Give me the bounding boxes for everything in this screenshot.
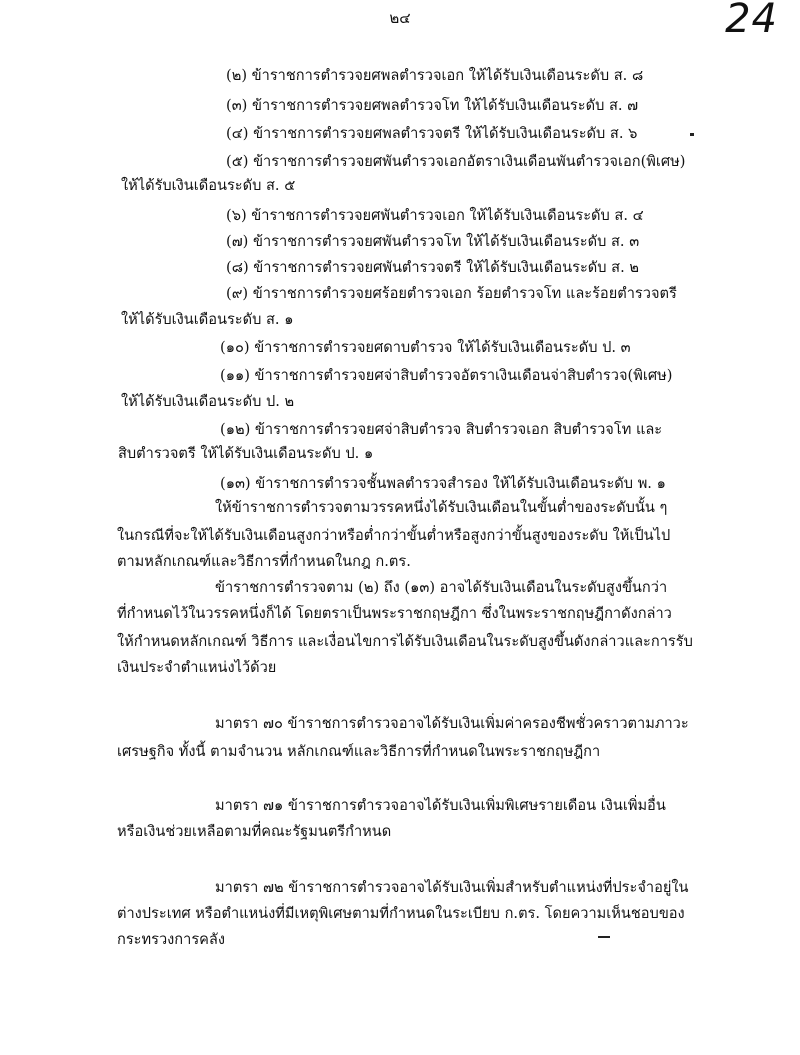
text-line: สิบตำรวจตรี ให้ได้รับเงินเดือนระดับ ป. ๑ — [118, 445, 374, 462]
text-line: (๗) ข้าราชการตำรวจยศพันตำรวจโท ให้ได้รับเงินเดือนระดับ ส. ๓ — [226, 233, 640, 250]
text-line: (๑๑) ข้าราชการตำรวจยศจ่าสิบตำรวจอัตราเงินเดือนจ่าสิบตำรวจ(พิเศษ) — [220, 367, 673, 384]
text-line: (๖) ข้าราชการตำรวจยศพันตำรวจเอก ให้ได้รับเงินเดือนระดับ ส. ๔ — [226, 207, 644, 224]
section-72-line: กระทรวงการคลัง — [117, 931, 225, 948]
text-line: เงินประจำตำแหน่งไว้ด้วย — [117, 659, 277, 676]
text-line: ในกรณีที่จะให้ได้รับเงินเดือนสูงกว่าหรือต่ำกว่าขั้นต่ำหรือสูงกว่าขั้นสูงของระดับ ให้เป็นไป — [117, 527, 671, 544]
text-line: (๘) ข้าราชการตำรวจยศพันตำรวจตรี ให้ได้รับเงินเดือนระดับ ส. ๒ — [226, 259, 639, 276]
scan-mark — [598, 936, 610, 938]
text-line: (๓) ข้าราชการตำรวจยศพลตำรวจโท ให้ได้รับเงินเดือนระดับ ส. ๗ — [226, 97, 639, 114]
section-72-line: ต่างประเทศ หรือตำแหน่งที่มีเหตุพิเศษตามที่กำหนดในระเบียบ ก.ตร. โดยความเห็นชอบของ — [117, 905, 685, 922]
text-line: ให้ได้รับเงินเดือนระดับ ป. ๒ — [121, 393, 295, 410]
scan-mark — [690, 133, 694, 136]
text-line: (๑๐) ข้าราชการตำรวจยศดาบตำรวจ ให้ได้รับเงินเดือนระดับ ป. ๓ — [220, 339, 631, 356]
text-line: ให้ได้รับเงินเดือนระดับ ส. ๑ — [121, 311, 294, 328]
section-72-line: มาตรา ๗๒ ข้าราชการตำรวจอาจได้รับเงินเพิ่มสำหรับตำแหน่งที่ประจำอยู่ใน — [215, 879, 689, 896]
text-line: ให้ได้รับเงินเดือนระดับ ส. ๕ — [121, 177, 296, 194]
text-line: ที่กำหนดไว้ในวรรคหนึ่งก็ได้ โดยตราเป็นพระราชกฤษฎีกา ซึ่งในพระราชกฤษฎีกาดังกล่าว — [117, 605, 672, 622]
text-line: ข้าราชการตำรวจตาม (๒) ถึง (๑๓) อาจได้รับเงินเดือนในระดับสูงขึ้นกว่า — [215, 579, 668, 596]
section-71-line: มาตรา ๗๑ ข้าราชการตำรวจอาจได้รับเงินเพิ่มพิเศษรายเดือน เงินเพิ่มอื่น — [215, 797, 666, 814]
text-line: (๒) ข้าราชการตำรวจยศพลตำรวจเอก ให้ได้รับเงินเดือนระดับ ส. ๘ — [226, 67, 644, 84]
text-line: ให้ข้าราชการตำรวจตามวรรคหนึ่งได้รับเงินเดือนในขั้นต่ำของระดับนั้น ๆ — [215, 499, 668, 516]
section-70-line: เศรษฐกิจ ทั้งนี้ ตามจำนวน หลักเกณฑ์และวิธีการที่กำหนดในพระราชกฤษฎีกา — [117, 743, 601, 760]
text-line: (๑๒) ข้าราชการตำรวจยศจ่าสิบตำรวจ สิบตำรวจเอก สิบตำรวจโท และ — [220, 421, 663, 438]
section-70-line: มาตรา ๗๐ ข้าราชการตำรวจอาจได้รับเงินเพิ่มค่าครองชีพชั่วคราวตามภาวะ — [215, 715, 689, 732]
page-number: ๒๔ — [389, 9, 411, 27]
handwritten-page-number: 24 — [725, 0, 778, 42]
text-line: ให้กำหนดหลักเกณฑ์ วิธีการ และเงื่อนไขการได้รับเงินเดือนในระดับสูงขึ้นดังกล่าวและการรับ — [117, 633, 693, 650]
text-line: ตามหลักเกณฑ์และวิธีการที่กำหนดในกฎ ก.ตร. — [117, 553, 411, 570]
text-line: (๙) ข้าราชการตำรวจยศร้อยตำรวจเอก ร้อยตำรวจโท และร้อยตำรวจตรี — [226, 285, 677, 302]
text-line: (๑๓) ข้าราชการตำรวจชั้นพลตำรวจสำรอง ให้ได้รับเงินเดือนระดับ พ. ๑ — [220, 475, 666, 492]
text-line: (๔) ข้าราชการตำรวจยศพลตำรวจตรี ให้ได้รับเงินเดือนระดับ ส. ๖ — [226, 125, 638, 142]
text-line: (๕) ข้าราชการตำรวจยศพันตำรวจเอกอัตราเงินเดือนพันตำรวจเอก(พิเศษ) — [226, 153, 686, 170]
section-71-line: หรือเงินช่วยเหลือตามที่คณะรัฐมนตรีกำหนด — [117, 823, 392, 840]
